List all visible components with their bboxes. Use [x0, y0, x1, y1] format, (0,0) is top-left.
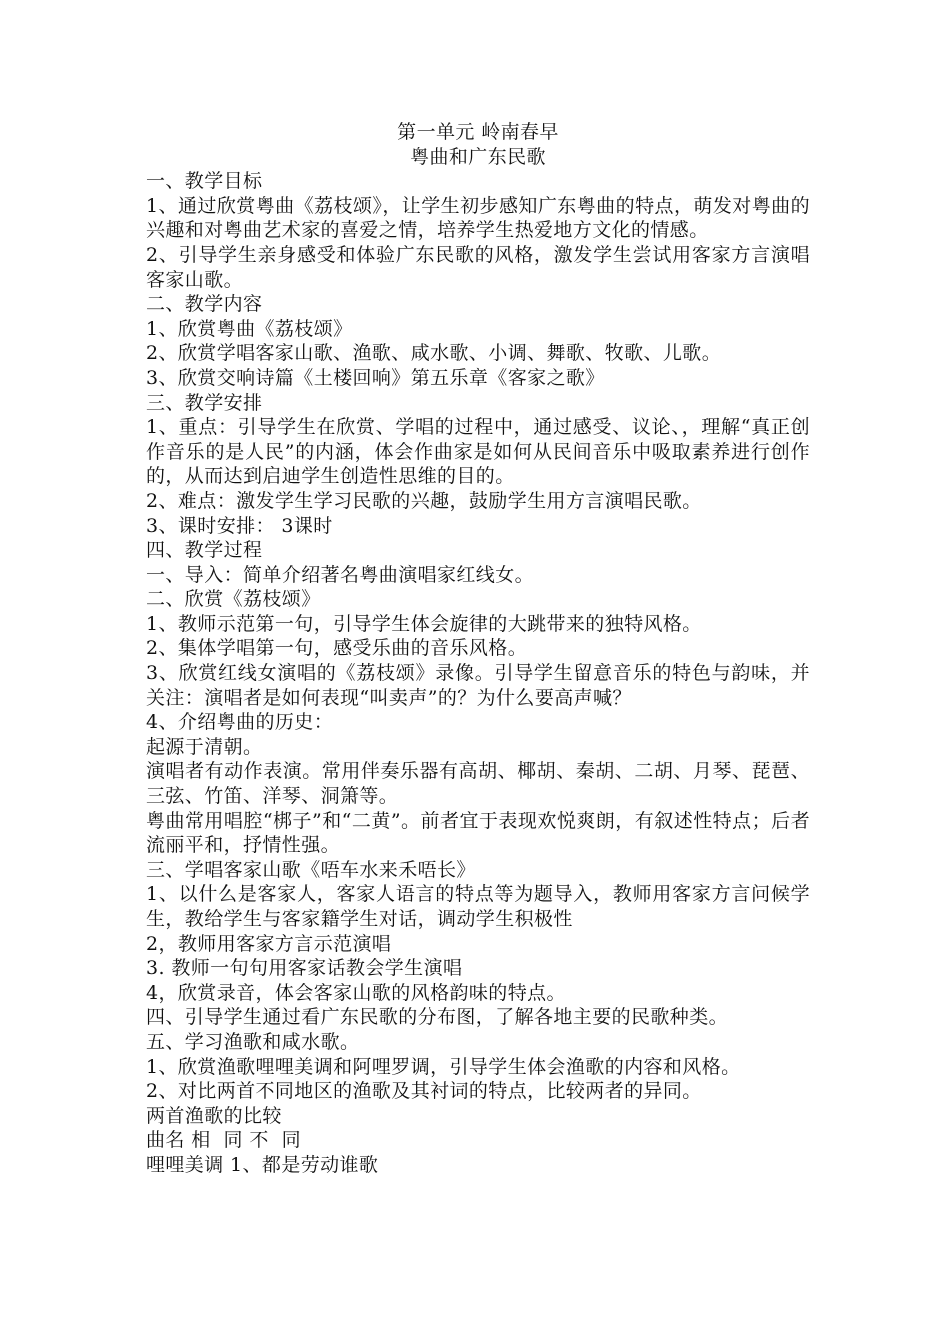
objective-item: 1、通过欣赏粤曲《荔枝颂》，让学生初步感知广东粤曲的特点，萌发对粤曲的兴趣和对粤曲艺术家的喜爱之情，培养学生热爱地方文化的情感。: [146, 194, 810, 242]
section-heading-process: 四、教学过程: [146, 539, 263, 562]
section-heading-arrangement: 三、教学安排: [146, 391, 263, 414]
document-subtitle: 粤曲和广东民歌: [410, 145, 546, 168]
process-step: 四、引导学生通过看广东民歌的分布图，了解各地主要的民歌种类。: [146, 1006, 729, 1029]
process-item: 1、欣赏渔歌哩哩美调和阿哩罗调，引导学生体会渔歌的内容和风格。: [146, 1055, 741, 1078]
process-item: 1、以什么是客家人，客家人语言的特点等为题导入，教师用客家方言问候学生，教给学生与客家籍学生对话，调动学生积极性: [146, 883, 810, 930]
arrangement-item: 2、难点：激发学生学习民歌的兴趣，鼓励学生用方言演唱民歌。: [146, 489, 702, 512]
content-item: 2、欣赏学唱客家山歌、渔歌、咸水歌、小调、舞歌、牧歌、儿歌。: [146, 342, 722, 365]
process-item: 2、集体学唱第一句，感受乐曲的音乐风格。: [146, 637, 528, 660]
process-item: 4，欣赏录音，体会客家山歌的风格韵味的特点。: [146, 981, 566, 1004]
process-item: 1、教师示范第一句，引导学生体会旋律的大跳带来的独特风格。: [146, 612, 702, 635]
objective-item: 2、引导学生亲身感受和体验广东民歌的风格，激发学生尝试用客家方言演唱客家山歌。: [146, 243, 810, 291]
arrangement-item: 1、重点：引导学生在欣赏、学唱的过程中，通过感受、议论、，理解“真正创作音乐的是人民”的内涵，体会作曲家是如何从民间音乐中吸取素养进行创作的，从而达到启迪学生创造性思维的目的。: [146, 416, 810, 488]
section-heading-content: 二、教学内容: [146, 293, 263, 316]
section-heading-objectives: 一、教学目标: [146, 170, 263, 193]
process-item: 2、对比两首不同地区的渔歌及其衬词的特点，比较两者的异同。: [146, 1080, 702, 1103]
history-text: 演唱者有动作表演。常用伴奏乐器有高胡、椰胡、秦胡、二胡、月琴、琵琶、三弦、竹笛、洋琴、洞箫等。: [146, 760, 810, 808]
process-item: 4、介绍粤曲的历史：: [146, 711, 334, 734]
process-step: 五、学习渔歌和咸水歌。: [146, 1030, 360, 1053]
comparison-row: 哩哩美调 1、都是劳动谁歌: [146, 1153, 379, 1176]
process-step: 一、导入：简单介绍著名粤曲演唱家红线女。: [146, 563, 535, 586]
content-item: 3、欣赏交响诗篇《土楼回响》第五乐章《客家之歌》: [146, 366, 605, 389]
process-step: 二、欣赏《荔枝颂》: [146, 588, 321, 611]
process-item: 2，教师用客家方言示范演唱: [146, 932, 392, 955]
content-item: 1、欣赏粤曲《荔枝颂》: [146, 317, 353, 340]
arrangement-item: 3、课时安排： 3课时: [146, 514, 333, 537]
comparison-header-row: 曲名 相 同 不 同: [146, 1129, 302, 1152]
process-step: 三、学唱客家山歌《唔车水来禾唔长》: [146, 858, 476, 881]
history-text: 起源于清朝。: [146, 735, 263, 758]
document-title: 第一单元 岭南春早: [397, 121, 559, 143]
document-body: [146, 120, 810, 1178]
process-item: 3、欣赏红线女演唱的《荔枝颂》录像。引导学生留意音乐的特色与韵味，并关注：演唱者是如何表现“叫卖声”的？为什么要高声喊？: [146, 662, 810, 709]
comparison-heading: 两首渔歌的比较: [146, 1104, 282, 1127]
process-item: 3. 教师一句句用客家话教会学生演唱: [146, 957, 463, 980]
history-text: 粤曲常用唱腔“梆子”和“二黄”。前者宜于表现欢悦爽朗，有叙述性特点；后者流丽平和，抒情性强。: [146, 809, 810, 857]
